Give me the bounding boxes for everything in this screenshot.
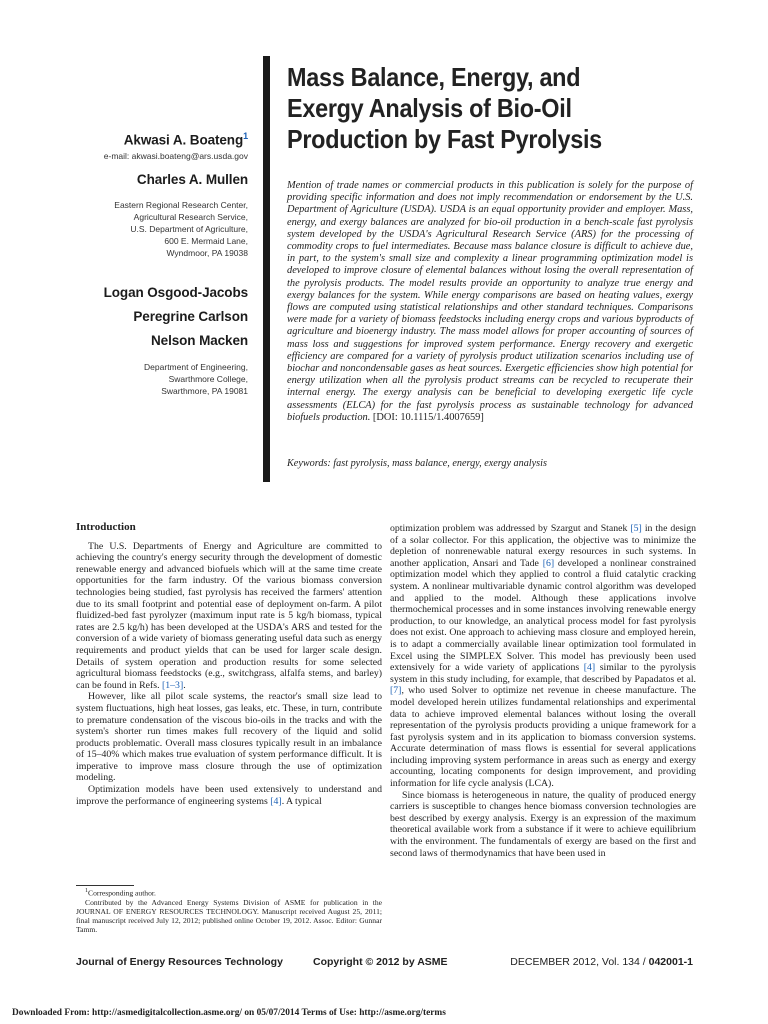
paragraph bbox=[390, 523, 696, 790]
issue-text: DECEMBER 2012, Vol. 134 / bbox=[510, 956, 649, 968]
section-heading: Introduction bbox=[76, 521, 136, 533]
affiliation-line: U.S. Department of Agriculture, bbox=[130, 223, 248, 234]
paragraph-text: The U.S. Departments of Energy and Agriculture are committed to achieving the country's energy security through the development of domestic renewable energy and advanced biofuels which will at the same time create opportunities for the farm industry. Of the various biomass conversion technologies being studied, fast pyrolysis has received the farmers' attention due to its small footprint and potential ease of deployment on-farm. A pilot fluidized-bed fast pyrolyzer (maximum input rate is 5 kg/h biomass, typical rates are 2.5 kg/h) has been developed at the USDA's ARS and tested for the conversion of a wide variety of biomass generating useful data such as energy requirements and product yields that can be used for larger scale design. Details of system operation and production results for some selected agricultural biomass feedstocks (e.g., switchgrass, alfalfa stems, and barley) can be found in Refs. bbox=[76, 540, 382, 691]
paragraph bbox=[76, 541, 382, 692]
abstract-text: Mention of trade names or commercial products in this publication is solely for the purpose of providing specific information and does not imply recommendation or endorsement by the U.S. Department of Agriculture (USDA). USDA is an equal opportunity provider and employer. Mass, energy, and exergy balances are analyzed for bio-oil production in a bench-scale fast pyrolysis system developed by the USDA's Agricultural Research Service (ARS) for the processing of commodity crops to fuel intermediates. Because mass balance closure is difficult to achieve due, in part, to the system's small size and complexity a linear programming optimization model is developed to improve closure of elemental balances without losing the overall representation of the pyrolysis products. The model results provide an opportunity to analyze true energy and exergy balances for the system. While energy comparisons are based on heating values, exergy flows are computed using statistical relationships and other standard techniques. Comparisons were made for a variety of biomass feedstocks including energy crops and various byproducts of agriculture and bioenergy industry. The mass model allows for proper accounting of sources of mass loss and suggestions for improved system performance. Energy recovery and exergetic efficiency are compared for a variety of pyrolysis product utilization scenarios including use of biochar and noncondensable gases as heat sources. Exergetic efficiencies show high potential for energy utilization when all the pyrolysis product streams can be recycled to recuperate their internal energy. The exergy analysis can be beneficial to developing exergetic life cycle assessments (ELCA) for the fast pyrolysis process as sustainable technology for advanced biofuels production. bbox=[287, 180, 693, 423]
affiliation-line: 600 E. Mermaid Lane, bbox=[164, 235, 248, 246]
title-line: Production by Fast Pyrolysis bbox=[287, 124, 602, 154]
page-number: 042001-1 bbox=[648, 956, 693, 968]
keywords: Keywords: fast pyrolysis, mass balance, energy, exergy analysis bbox=[287, 458, 547, 469]
journal-name: Journal of Energy Resources Technology bbox=[76, 956, 283, 968]
citation-link[interactable]: [6] bbox=[542, 557, 555, 569]
issue-info bbox=[510, 956, 693, 968]
author-name: Peregrine Carlson bbox=[133, 308, 248, 324]
citation-link[interactable]: [7] bbox=[390, 685, 402, 697]
title-line: Mass Balance, Energy, and bbox=[287, 62, 581, 92]
author-block bbox=[40, 128, 248, 397]
paragraph bbox=[76, 691, 382, 784]
paragraph bbox=[390, 790, 696, 860]
affiliation-line: Swarthmore, PA 19081 bbox=[161, 385, 248, 396]
citation-link[interactable]: [4] bbox=[270, 795, 282, 807]
copyright: Copyright © 2012 by ASME bbox=[313, 956, 448, 968]
author-name: Akwasi A. Boateng$^1$ bbox=[123, 131, 248, 148]
paragraph bbox=[76, 784, 382, 807]
footnote-corresponding bbox=[76, 887, 382, 898]
doi-link[interactable]: [DOI: 10.1115/1.4007659] bbox=[370, 411, 484, 423]
paragraph-text: , who used Solver to optimize net revenue in cheese manufacture. The model developed herein utilizes fundamental relationships and experimental data to achieve improved elemental balances without losing the overall representation of the pyrolysis products providing a unique framework for a fast pyrolysis system and in its application to biomass conversion systems. Accurate determination of mass flows is essential for several applications including improving system performance in areas such as energy and exergy accounting, locating components for design improvement, and providing information for life cycle analysis (LCA). bbox=[390, 685, 696, 790]
affiliation-line: Department of Engineering, bbox=[144, 361, 248, 372]
paragraph-text: Since biomass is heterogeneous in nature, the quality of produced energy carriers is susceptible to changes hence biomass conversion technologies are best described by exergy analysis. Exergy is an expression of the maximum theoretical available work from a substance if it were to achieve equilibrium with the environment. The fundamentals of exergy are based on the first and second laws of thermodynamics that have been used in bbox=[390, 789, 696, 859]
paragraph-text: Optimization models have been used extensively to understand and improve the performance of engineering systems bbox=[76, 784, 382, 807]
affiliation-line: Agricultural Research Service, bbox=[133, 211, 248, 222]
footnote-rule bbox=[76, 885, 134, 886]
body-column-right bbox=[390, 523, 696, 859]
author-name: Logan Osgood-Jacobs bbox=[103, 284, 248, 300]
affiliation-line: Swarthmore College, bbox=[168, 373, 248, 384]
paragraph-text: . bbox=[183, 679, 186, 691]
affiliation-erc bbox=[40, 199, 248, 259]
paragraph-text: in the design of a solar collector. For this application, the objective was to minimize the depletion of nonrenewable natural exergy resources in such systems. In another application, Ansari and Tade bbox=[390, 523, 696, 569]
footnote-mark: 1 bbox=[85, 888, 88, 894]
paragraph-text: However, like all pilot scale systems, the reactor's small size lead to system fluctuations, high heat losses, gas leaks, etc. These, in turn, contribute to premature condensation of the viscous bio-oils in the tracks and with the system's shorter run times makes full recovery of the liquid and solid products problematic. Overall mass closures typically result in an imbalance of 15–40% which makes true evaluation of system performance difficult. It is imperative to improve mass closure through the use of optimization modeling. bbox=[76, 691, 382, 784]
citation-link[interactable]: [5] bbox=[630, 523, 642, 534]
footnote-contributed: Contributed by the Advanced Energy Systems Division of ASME for publication in the JOURNAL OF ENERGY RESOURCES TECHNOLOGY. Manuscript received August 25, 2011; final manuscript received July 12, 2012; published online October 19, 2012. Assoc. Editor: Gunnar Tamm. bbox=[76, 897, 382, 935]
download-notice: Downloaded From: http://asmedigitalcollection.asme.org/ on 05/07/2014 Terms of Use: http://asme.org/terms bbox=[12, 1008, 446, 1018]
affiliation-swarthmore bbox=[40, 361, 248, 397]
abstract bbox=[287, 180, 693, 424]
article-title bbox=[287, 62, 674, 155]
author-sup: 1 bbox=[243, 131, 248, 141]
paragraph-text: similar to the pyrolysis system in this study including, for example, that described by Papadatos et al. bbox=[390, 662, 696, 685]
footnote-text: Corresponding author. bbox=[88, 888, 156, 898]
citation-link[interactable]: [4] bbox=[583, 662, 596, 674]
author-name: Charles A. Mullen bbox=[136, 171, 248, 187]
affiliation-line: Eastern Regional Research Center, bbox=[114, 199, 248, 210]
body-column-left bbox=[76, 522, 382, 807]
author-name: Nelson Macken bbox=[151, 332, 248, 348]
affiliation-line: Wyndmoor, PA 19038 bbox=[166, 247, 248, 258]
paragraph-text: optimization problem was addressed by Szargut and Stanek bbox=[390, 523, 631, 534]
paragraph-text: . A typical bbox=[281, 795, 322, 807]
title-line: Exergy Analysis of Bio-Oil bbox=[287, 93, 572, 123]
paragraph-text: developed a nonlinear constrained optimization model which they applied to control a fluid catalytic cracking system. A nonlinear multivariable dynamic control algorithm was developed and applied to the model. Although these applications involve thermochemical processes and in some instances involving renewable energy production, to our knowledge, an analytical process model for fast pyrolysis does not exist. One approach to achieving mass closure and employed herein, is to adapt a commercially available linear optimization tool formulated in Excel using the SIMPLEX Solver. This model has previously been used extensively for a wide variety of applications bbox=[390, 557, 696, 674]
citation-link[interactable]: [1–3] bbox=[161, 679, 184, 691]
author-email: e-mail: akwasi.boateng@ars.usda.gov bbox=[103, 150, 248, 161]
title-divider-bar bbox=[263, 56, 270, 482]
footnotes bbox=[76, 887, 382, 935]
